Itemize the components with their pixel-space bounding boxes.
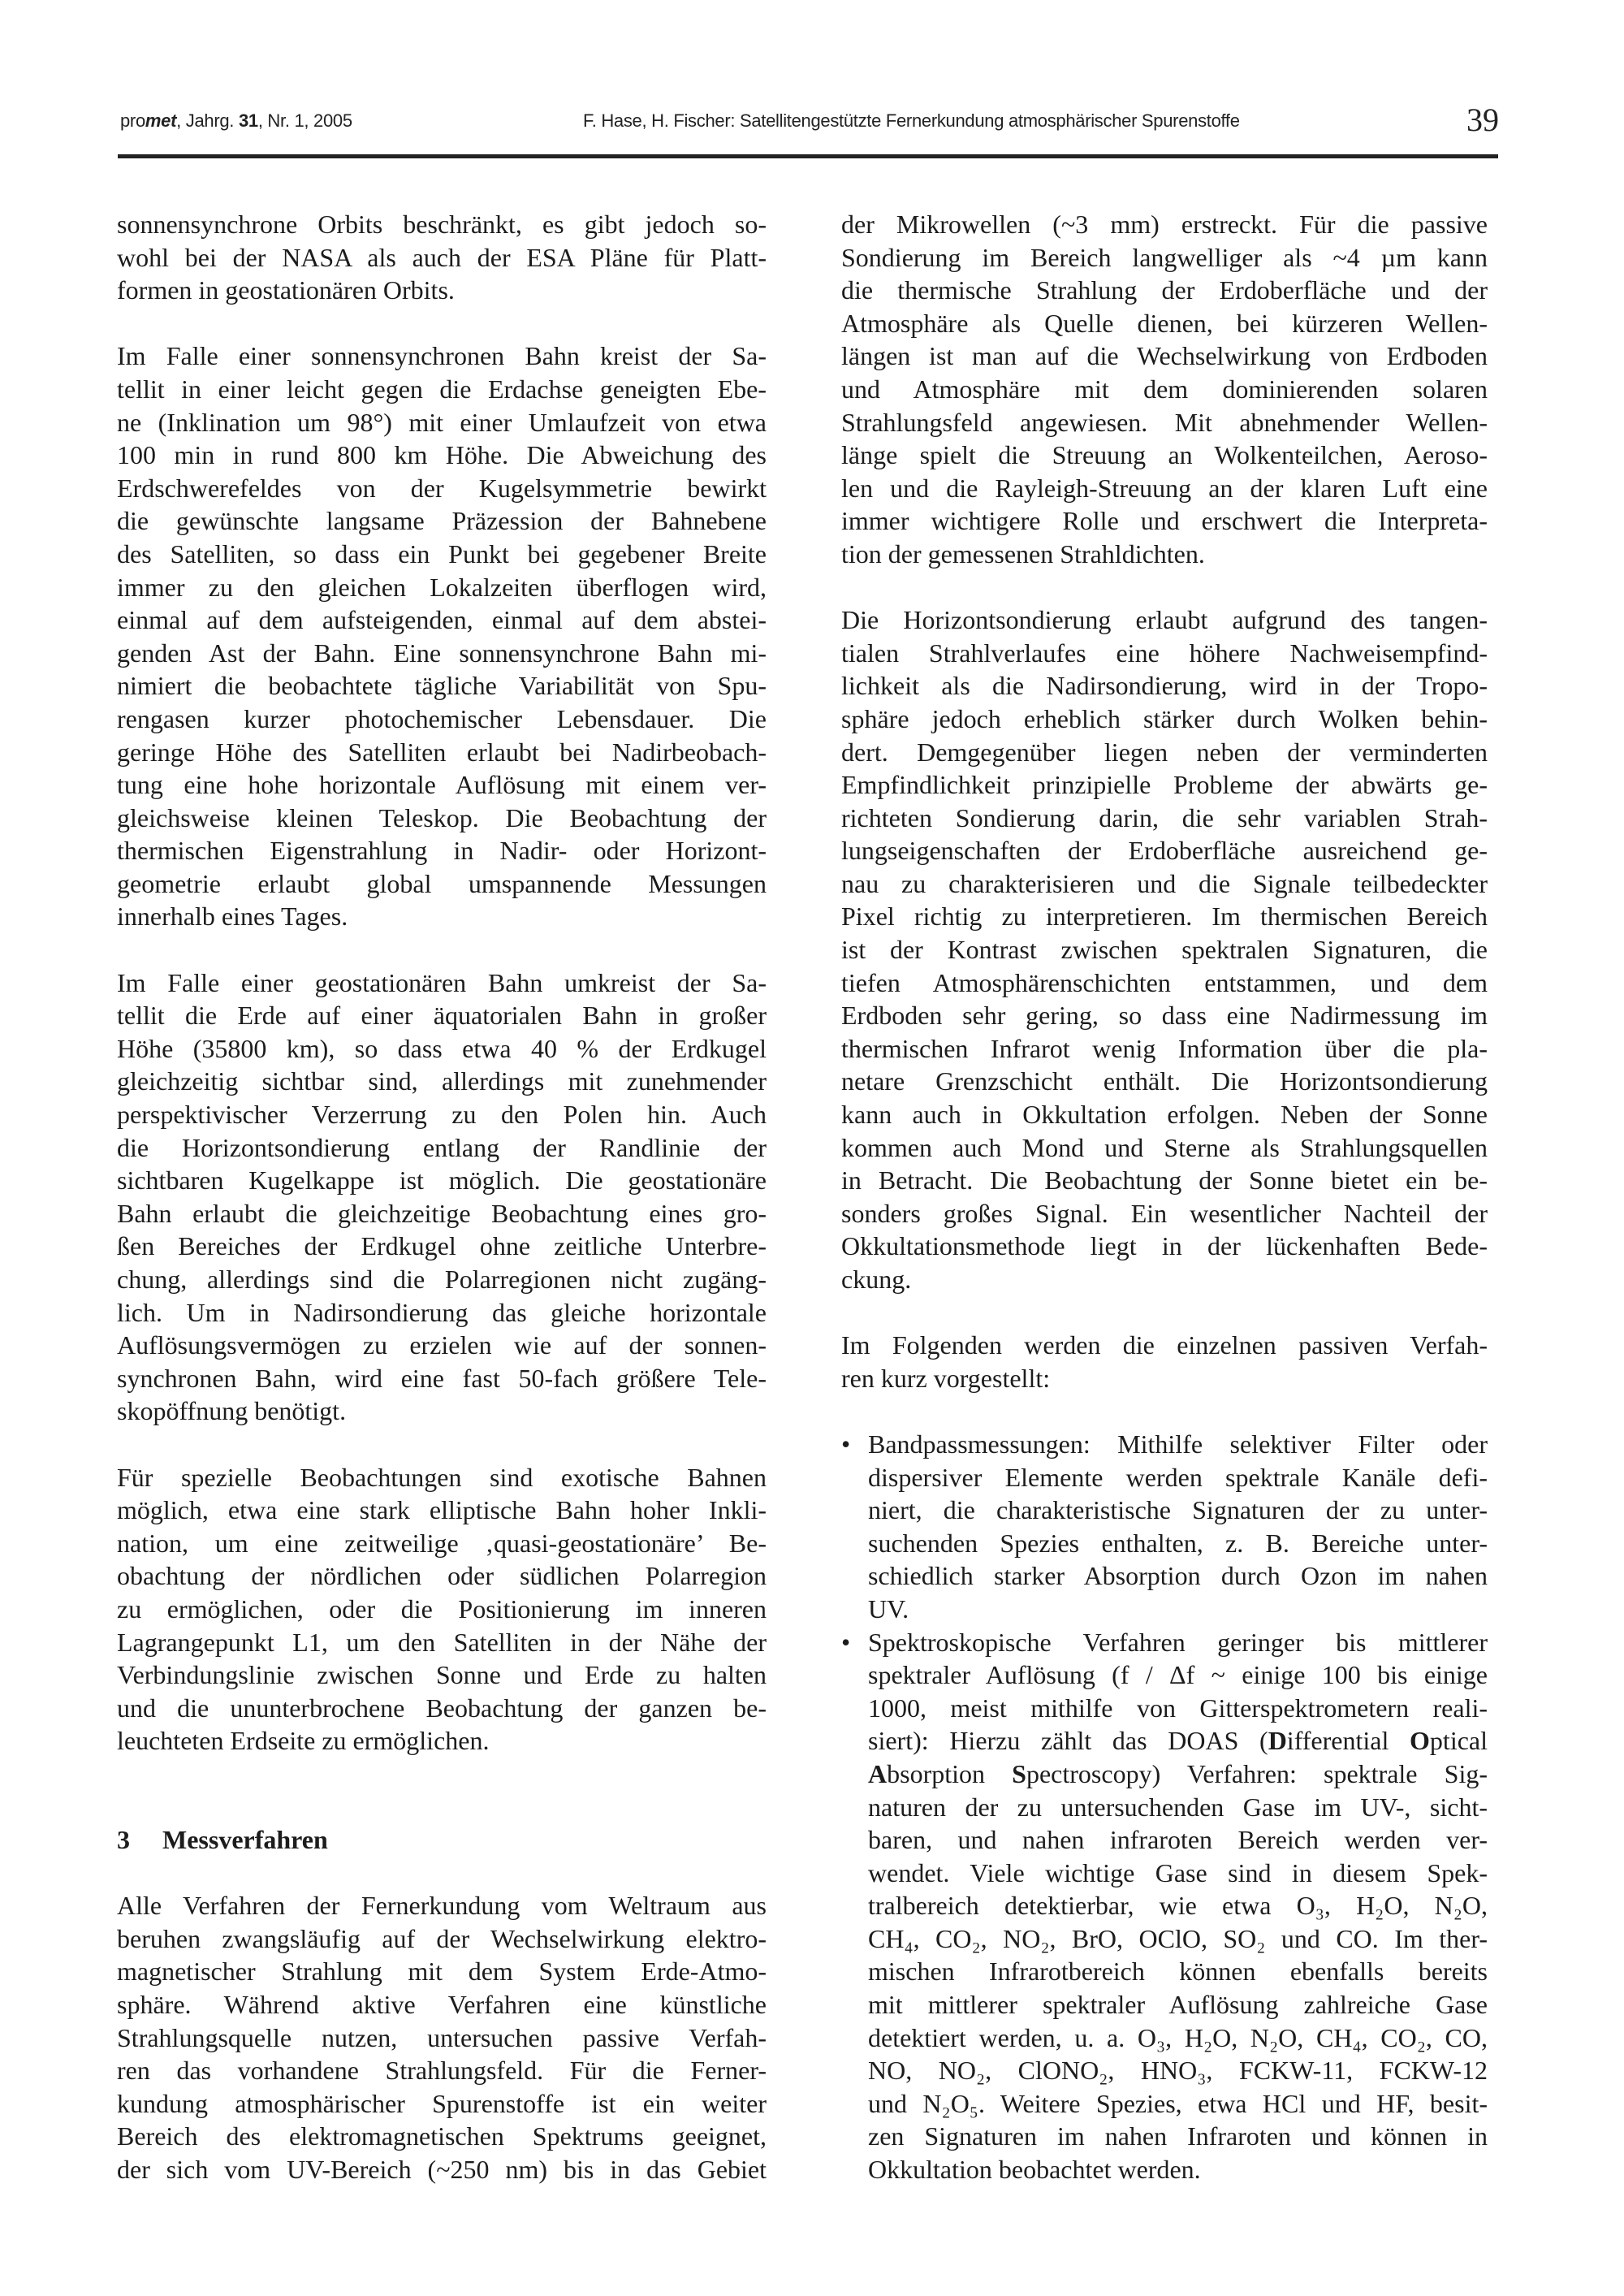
journal-issue: , Nr. 1, 2005 [257,110,352,131]
text-line [868,2087,1488,2121]
line-text: mischen Infrarotbereich können ebenfalls bereits [868,1957,1488,1987]
text-line: kann auch in Okkultation erfolgen. Neben der Sonne [841,1100,1488,1130]
text-line: thermischen Eigenstrahlung in Nadir- oder Horizont- [117,836,767,866]
text-line: die Horizontsondierung entlang der Randlinie der [117,1132,767,1162]
text-line: chung, allerdings sind die Polarregionen nicht zugäng- [117,1265,767,1294]
text-line: Erdschwerefeldes von der Kugelsymmetrie bewirkt [117,473,767,503]
text-line: längen ist man auf die Wechselwirkung von Erdboden [841,341,1488,371]
text-line: immer wichtigere Rolle und erschwert die Interpreta- [841,506,1488,536]
text-line: ist der Kontrast zwischen spektralen Signaturen, die [841,935,1488,965]
line-text: und N₂O₅. Weitere Spezies, etwa HCl und HF, besit- [868,2088,1488,2118]
line-text: spektraler Auflösung (f / Δf ~ einige 100 bis einige [868,1660,1488,1690]
line-text: Bandpassmessungen: Mithilfe selektiver Filter oder [868,1429,1488,1459]
text-line: und Atmosphäre mit dem dominierenden solaren [841,374,1488,404]
journal-name-pro: pro [120,110,145,131]
text-line: lich. Um in Nadirsondierung das gleiche horizontale [117,1297,767,1327]
text-line [868,1922,1488,1956]
text-line: sphäre jedoch erheblich stärker durch Wolken behin- [841,703,1488,733]
text-line: sonnensynchrone Orbits beschränkt, es gibt jedoch so- [117,210,767,239]
text-line: möglich, etwa eine stark elliptische Bahn hoher Inkli- [117,1495,767,1525]
bold-initial: O [1410,1726,1430,1756]
line-text: UV. [868,1593,909,1624]
text-line [868,1857,1488,1890]
text-line: Verbindungslinie zwischen Sonne und Erde zu halten [117,1660,767,1690]
text-line: genden Ast der Bahn. Eine sonnensynchrone Bahn mi- [117,638,767,668]
text-line [868,1692,1488,1725]
blank-line [841,1296,1488,1330]
text-line [841,1263,1488,1296]
column-left [117,208,767,2186]
line-text: formen in geostationären Orbits. [117,275,455,305]
text-line: Die Horizontsondierung erlaubt aufgrund des tangen- [841,605,1488,635]
line-text: mit mittlerer spektraler Auflösung zahlreiche Gase [868,1990,1488,2020]
text-line: richteten Sondierung darin, die sehr variablen Strah- [841,802,1488,832]
text-line: tiefen Atmosphärenschichten entstammen, und dem [841,967,1488,997]
text-line: nation, um eine zeitweilige ‚quasi-geostationäre’ Be- [117,1528,767,1558]
text-line: und die ununterbrochene Beobachtung der ganzen be- [117,1693,767,1723]
text-line: gleichzeitig sichtbar sind, allerdings mit zunehmender [117,1066,767,1096]
text-line: 100 min in rund 800 km Höhe. Die Abweichung des [117,440,767,470]
text-segment: bsorption [887,1758,1013,1788]
text-segment: pectroscopy) Verfahren: spektrale Sig- [1026,1758,1488,1788]
text-line: tellit die Erde auf einer äquatorialen Bahn in großer [117,1001,767,1031]
text-line [868,2021,1488,2055]
bold-initial: D [1268,1726,1287,1756]
line-text: Spektroskopische Verfahren geringer bis mittlerer [868,1627,1488,1657]
text-segment: ptical [1429,1726,1488,1756]
text-line [868,1494,1488,1527]
text-line: der Mikrowellen (~3 mm) erstreckt. Für die passive [841,210,1488,239]
line-text: 1000, meist mithilfe von Gitterspektrometern reali- [868,1693,1488,1723]
text-line: synchronen Bahn, wird eine fast 50-fach größere Tele- [117,1363,767,1393]
text-line: dert. Demgegenüber liegen neben der verminderten [841,737,1488,767]
text-line: die thermische Strahlung der Erdoberfläche und der [841,275,1488,305]
line-text: leuchteten Erdseite zu ermöglichen. [117,1726,490,1756]
blank-line [841,571,1488,604]
text-line [868,1955,1488,1988]
text-line: Strahlungsquelle nutzen, untersuchen passive Verfah- [117,2022,767,2052]
text-line: Atmosphäre als Quelle dienen, bei kürzeren Wellen- [841,308,1488,338]
text-line: Für spezielle Beobachtungen sind exotische Bahnen [117,1462,767,1492]
text-line [117,1724,767,1758]
text-line [117,900,767,933]
line-text: ren kurz vorgestellt: [841,1363,1051,1393]
bold-initial: A [868,1758,888,1788]
text-line [868,2153,1488,2186]
text-line [868,1559,1488,1593]
text-line: tialen Strahlverlaufes eine höhere Nachweisempfind- [841,638,1488,668]
text-line: in Betracht. Die Beobachtung der Sonne bietet ein be- [841,1165,1488,1196]
text-line: tellit in einer leicht gegen die Erdachse geneigten Ebe- [117,374,767,404]
text-line: Sondierung im Bereich langwelliger als ~4 µm kann [841,242,1488,272]
text-line: Höhe (35800 km), so dass etwa 40 % der Erdkugel [117,1033,767,1063]
text-line [868,1461,1488,1494]
blank-line [117,307,767,340]
line-text: CH₄, CO₂, NO₂, BrO, OClO, SO₂ und CO. Im ther- [868,1923,1488,1953]
text-line [868,1758,1488,1791]
running-title: F. Hase, H. Fischer: Satellitengestützte Fernerkundung atmosphärischer Spurenstoffe [583,110,1240,131]
line-text: wendet. Viele wichtige Gase sind in diesem Spek- [868,1857,1488,1887]
text-line: beruhen zwangsläufig auf der Wechselwirkung elektro- [117,1923,767,1953]
bullet-line [841,1626,1488,1659]
section-title: Messverfahren [162,1825,328,1855]
line-text: tralbereich detektierbar, wie etwa O₃, H₂O, N₂O, [868,1891,1488,1921]
column-right [841,208,1488,2186]
text-line: Lagrangepunkt L1, um den Satelliten in der Nähe der [117,1627,767,1657]
text-line: netare Grenzschicht enthält. Die Horizontsondierung [841,1066,1488,1096]
line-text: innerhalb eines Tages. [117,902,348,932]
text-line: Bereich des elektromagnetischen Spektrums geeignet, [117,2121,767,2151]
text-line: Erdboden sehr gering, so dass eine Nadirmessung im [841,1001,1488,1031]
text-line: sichtbaren Kugelkappe ist möglich. Die geostationäre [117,1165,767,1196]
text-line: Okkultationsmethode liegt in der lückenhaften Bede- [841,1231,1488,1261]
text-line: tung eine hohe horizontale Auflösung mit einem ver- [117,770,767,800]
text-line: Im Falle einer sonnensynchronen Bahn kreist der Sa- [117,341,767,371]
line-text: dispersiver Elemente werden spektrale Kanäle defi- [868,1462,1488,1492]
text-line: lungseigenschaften der Erdoberfläche ausreichend ge- [841,836,1488,866]
line-text: ckung. [841,1265,912,1294]
journal-year-label: , Jahrg. [176,110,239,131]
text-line: nau zu charakterisieren und die Signale teilbedeckter [841,868,1488,898]
text-line: Alle Verfahren der Fernerkundung vom Weltraum aus [117,1891,767,1921]
bullet-icon: • [841,1429,851,1459]
text-line [841,1362,1488,1395]
text-line [868,1988,1488,2021]
line-text: zen Signaturen im nahen Infraroten und können in [868,2121,1488,2151]
journal-volume: 31 [238,110,258,131]
text-line: geometrie erlaubt global umspannende Messungen [117,868,767,898]
text-line: nimiert die beobachtete tägliche Variabilität von Spu- [117,671,767,701]
text-line: Strahlungsfeld angewiesen. Mit abnehmender Wellen- [841,407,1488,437]
text-line [868,2054,1488,2087]
text-line [117,274,767,307]
header-rule [118,154,1498,158]
text-line: len und die Rayleigh-Streuung an der klaren Luft eine [841,473,1488,503]
blank-line [117,933,767,966]
text-line [868,1593,1488,1626]
line-text: detektiert werden, u. a. O₃, H₂O, N₂O, CH₄, CO₂, CO, [868,2022,1488,2052]
text-line [868,1658,1488,1692]
text-line: ßen Bereiches der Erdkugel ohne zeitliche Unterbre- [117,1231,767,1261]
bold-initial: S [1012,1758,1026,1788]
blank-line [117,1791,767,1824]
line-text: naturen der zu untersuchenden Gase im UV-, sicht- [868,1792,1488,1822]
line-text: NO, NO₂, ClONO₂, HNO₃, FCKW-11, FCKW-12 [868,2056,1488,2086]
text-line [868,1889,1488,1922]
text-line: länge spielt die Streuung an Wolkenteilchen, Aeroso- [841,440,1488,470]
text-line: Auflösungsvermögen zu erzielen wie auf der sonnen- [117,1330,767,1360]
text-line: perspektivischer Verzerrung zu den Polen hin. Auch [117,1100,767,1130]
text-line [841,538,1488,571]
text-line: immer zu den gleichen Lokalzeiten überflogen wird, [117,572,767,602]
text-line: zu ermöglichen, oder die Positionierung im inneren [117,1593,767,1624]
text-line: wohl bei der NASA als auch der ESA Pläne für Platt- [117,242,767,272]
journal-name-met: met [145,110,177,131]
line-text: niert, die charakteristische Signaturen der zu unter- [868,1495,1488,1525]
journal-citation [120,110,352,132]
text-line: des Satelliten, so dass ein Punkt bei gegebener Breite [117,538,767,569]
section-heading [117,1823,767,1857]
line-text: schiedlich starker Absorption durch Ozon im nahen [868,1561,1488,1591]
page-number: 39 [1466,102,1499,138]
text-line: die gewünschte langsame Präzession der Bahnebene [117,506,767,536]
text-line: der sich vom UV-Bereich (~250 nm) bis in das Gebiet [117,2155,767,2185]
text-line: Im Folgenden werden die einzelnen passiven Verfah- [841,1330,1488,1360]
text-line: ne (Inklination um 98°) mit einer Umlaufzeit von etwa [117,407,767,437]
text-line: lichkeit als die Nadirsondierung, wird in der Tropo- [841,671,1488,701]
text-line: geringe Höhe des Satelliten erlaubt bei Nadirbeobach- [117,737,767,767]
text-line: obachtung der nördlichen oder südlichen Polarregion [117,1561,767,1591]
text-line: gleichsweise kleinen Teleskop. Die Beobachtung der [117,802,767,832]
blank-line [117,1758,767,1791]
section-number: 3 [117,1825,130,1855]
text-line: magnetischer Strahlung mit dem System Erde-Atmo- [117,1957,767,1987]
text-line [868,1527,1488,1560]
text-line: Bahn erlaubt die gleichzeitige Beobachtung eines gro- [117,1198,767,1228]
text-segment: siert): Hierzu zählt das DOAS ( [868,1726,1268,1756]
text-line: thermischen Infrarot wenig Information über die pla- [841,1033,1488,1063]
text-line: Empfindlichkeit prinzipielle Probleme der abwärts ge- [841,770,1488,800]
blank-line [117,1857,767,1890]
text-line: sonders großes Signal. Ein wesentlicher Nachteil der [841,1198,1488,1228]
text-line [868,1823,1488,1857]
blank-line [841,1394,1488,1428]
text-line [868,1724,1488,1758]
line-text: suchenden Spezies enthalten, z. B. Bereiche unter- [868,1528,1488,1558]
text-line [868,2120,1488,2153]
line-text: Okkultation beobachtet werden. [868,2155,1201,2185]
text-line [117,1394,767,1428]
line-text: skopöffnung benötigt. [117,1396,347,1426]
text-line: rengasen kurzer photochemischer Lebensdauer. Die [117,703,767,733]
text-line: einmal auf dem aufsteigenden, einmal auf dem abstei- [117,605,767,635]
line-text: tion der gemessenen Strahldichten. [841,538,1205,569]
bullet-icon: • [841,1627,851,1657]
text-line: ren das vorhandene Strahlungsfeld. Für die Ferner- [117,2056,767,2086]
text-segment: ifferential [1286,1726,1410,1756]
text-line: kundung atmosphärischer Spurenstoffe ist ein weiter [117,2088,767,2118]
text-line: Im Falle einer geostationären Bahn umkreist der Sa- [117,967,767,997]
text-line: kommen auch Mond und Sterne als Strahlungsquellen [841,1132,1488,1162]
text-line: sphäre. Während aktive Verfahren eine künstliche [117,1990,767,2020]
line-text: baren, und nahen infraroten Bereich werden ver- [868,1825,1488,1855]
text-line: Pixel richtig zu interpretieren. Im thermischen Bereich [841,902,1488,932]
blank-line [117,1428,767,1461]
bullet-line [841,1428,1488,1461]
text-line [868,1791,1488,1824]
